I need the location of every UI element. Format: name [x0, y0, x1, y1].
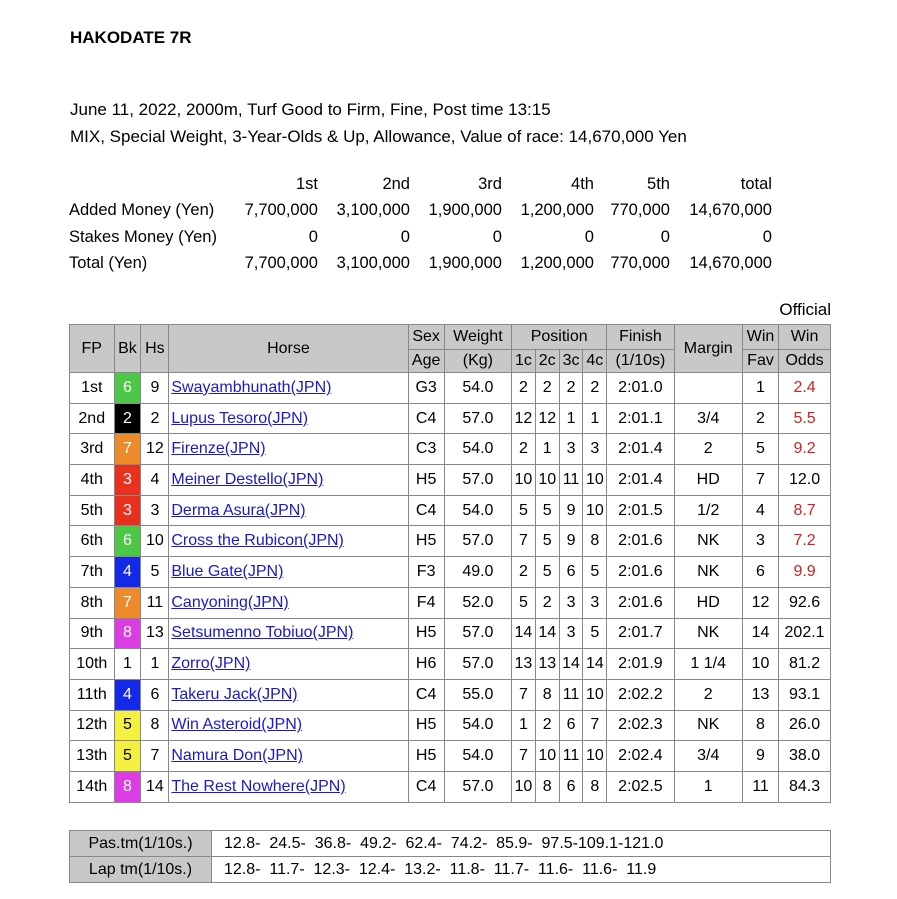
pace-table [69, 830, 831, 883]
weight: 57.0 [444, 465, 511, 496]
corner-4: 5 [583, 557, 607, 588]
result-row [70, 557, 831, 588]
horse-name-link[interactable]: Swayambhunath(JPN) [171, 378, 332, 396]
header-margin: Margin [674, 325, 742, 373]
win-odds: 26.0 [779, 710, 831, 741]
horse-cell [169, 526, 408, 557]
finish-position: 3rd [70, 434, 115, 465]
corner-3: 9 [559, 526, 583, 557]
corner-2: 13 [535, 649, 559, 680]
sex-age: H5 [408, 741, 444, 772]
lap-time-label: Lap tm(1/10s.) [70, 857, 212, 883]
header-1c: 1c [512, 350, 536, 373]
corner-1: 2 [512, 434, 536, 465]
win-favorite: 3 [742, 526, 778, 557]
horse-name-link[interactable]: Cross the Rubicon(JPN) [171, 532, 344, 550]
sex-age: F4 [408, 587, 444, 618]
header-bk: Bk [114, 325, 141, 373]
prize-value: 1,200,000 [520, 254, 594, 273]
sex-age: H5 [408, 618, 444, 649]
result-row [70, 495, 831, 526]
sex-age: H6 [408, 649, 444, 680]
corner-4: 14 [583, 649, 607, 680]
corner-1: 2 [512, 557, 536, 588]
prize-money-row [66, 198, 775, 225]
corner-2: 5 [535, 526, 559, 557]
corner-2: 2 [535, 373, 559, 404]
margin: NK [674, 557, 742, 588]
finish-time: 2:01.4 [607, 434, 674, 465]
prize-value: 0 [762, 227, 772, 246]
official-label: Official [779, 300, 831, 319]
results-table [69, 324, 831, 803]
result-row [70, 710, 831, 741]
weight: 54.0 [444, 434, 511, 465]
win-odds: 5.5 [779, 403, 831, 434]
header-3c: 3c [559, 350, 583, 373]
horse-number: 2 [141, 403, 169, 434]
horse-number: 9 [141, 373, 169, 404]
header-win: Win [742, 325, 778, 350]
finish-position: 6th [70, 526, 115, 557]
weight: 57.0 [444, 771, 511, 802]
finish-time: 2:02.3 [607, 710, 674, 741]
corner-2: 14 [535, 618, 559, 649]
finish-time: 2:01.7 [607, 618, 674, 649]
win-odds: 93.1 [779, 679, 831, 710]
win-favorite: 14 [742, 618, 778, 649]
sex-age: H5 [408, 526, 444, 557]
prize-value: 14,670,000 [689, 201, 772, 220]
finish-position: 13th [70, 741, 115, 772]
weight: 55.0 [444, 679, 511, 710]
prize-header: 2nd [382, 174, 410, 193]
margin: 3/4 [674, 741, 742, 772]
bracket-number: 4 [114, 557, 141, 588]
horse-cell [169, 710, 408, 741]
prize-header: total [740, 174, 772, 193]
race-info-line-1: June 11, 2022, 2000m, Turf Good to Firm, Fine, Post time 13:15 [70, 100, 551, 119]
sex-age: C3 [408, 434, 444, 465]
margin: 1/2 [674, 495, 742, 526]
finish-position: 9th [70, 618, 115, 649]
horse-cell [169, 679, 408, 710]
corner-1: 1 [512, 710, 536, 741]
prize-value: 14,670,000 [689, 254, 772, 273]
prize-value: 0 [308, 227, 318, 246]
corner-1: 13 [512, 649, 536, 680]
sex-age: G3 [408, 373, 444, 404]
finish-time: 2:01.6 [607, 526, 674, 557]
corner-2: 5 [535, 495, 559, 526]
prize-value: 7,700,000 [244, 254, 318, 273]
result-row [70, 771, 831, 802]
horse-cell [169, 465, 408, 496]
bracket-number: 8 [114, 771, 141, 802]
corner-1: 5 [512, 495, 536, 526]
result-row [70, 373, 831, 404]
prize-value: 0 [492, 227, 502, 246]
win-odds: 84.3 [779, 771, 831, 802]
weight: 57.0 [444, 526, 511, 557]
finish-position: 11th [70, 679, 115, 710]
horse-name-link[interactable]: Meiner Destello(JPN) [171, 470, 324, 488]
result-row [70, 434, 831, 465]
horse-number: 11 [141, 587, 169, 618]
horse-name-link[interactable]: Derma Asura(JPN) [171, 501, 306, 519]
header-position: Position [512, 325, 607, 350]
horse-cell [169, 741, 408, 772]
corner-2: 1 [535, 434, 559, 465]
corner-3: 6 [559, 557, 583, 588]
win-favorite: 9 [742, 741, 778, 772]
prize-value: 1,900,000 [428, 254, 502, 273]
win-favorite: 13 [742, 679, 778, 710]
lap-time-row [70, 857, 831, 883]
horse-cell [169, 403, 408, 434]
corner-2: 10 [535, 465, 559, 496]
horse-number: 7 [141, 741, 169, 772]
header-kg: (Kg) [444, 350, 511, 373]
win-favorite: 10 [742, 649, 778, 680]
corner-3: 11 [559, 741, 583, 772]
win-odds: 7.2 [779, 526, 831, 557]
horse-name-link[interactable]: Canyoning(JPN) [171, 593, 289, 611]
corner-4: 8 [583, 526, 607, 557]
win-odds: 12.0 [779, 465, 831, 496]
horse-cell [169, 434, 408, 465]
corner-2: 8 [535, 679, 559, 710]
prize-value: 3,100,000 [336, 201, 410, 220]
win-odds: 9.2 [779, 434, 831, 465]
win-favorite: 11 [742, 771, 778, 802]
bracket-number: 5 [114, 741, 141, 772]
finish-position: 8th [70, 587, 115, 618]
header-age: Age [408, 350, 444, 373]
win-odds: 8.7 [779, 495, 831, 526]
bracket-number: 6 [114, 526, 141, 557]
horse-name-link[interactable]: The Rest Nowhere(JPN) [171, 777, 346, 795]
margin: NK [674, 526, 742, 557]
win-favorite: 1 [742, 373, 778, 404]
horse-number: 13 [141, 618, 169, 649]
prize-header: 4th [571, 174, 594, 193]
prize-money-row [66, 224, 775, 251]
corner-4: 1 [583, 403, 607, 434]
margin [674, 373, 742, 404]
finish-position: 10th [70, 649, 115, 680]
finish-position: 5th [70, 495, 115, 526]
sex-age: C4 [408, 495, 444, 526]
finish-position: 4th [70, 465, 115, 496]
result-row [70, 587, 831, 618]
horse-name-link[interactable]: Blue Gate(JPN) [171, 562, 284, 580]
finish-time: 2:01.4 [607, 465, 674, 496]
finish-time: 2:01.6 [607, 587, 674, 618]
prize-money-table [66, 171, 775, 277]
bracket-number: 4 [114, 679, 141, 710]
bracket-number: 3 [114, 495, 141, 526]
corner-4: 8 [583, 771, 607, 802]
sex-age: H5 [408, 465, 444, 496]
corner-1: 10 [512, 771, 536, 802]
win-odds: 202.1 [779, 618, 831, 649]
prize-row-label: Total (Yen) [69, 254, 148, 273]
corner-1: 5 [512, 587, 536, 618]
corner-4: 10 [583, 679, 607, 710]
win-odds: 9.9 [779, 557, 831, 588]
result-row [70, 465, 831, 496]
corner-3: 2 [559, 373, 583, 404]
prize-money-header-row [66, 171, 775, 198]
header-sex: Sex [408, 325, 444, 350]
weight: 54.0 [444, 741, 511, 772]
horse-number: 6 [141, 679, 169, 710]
result-row [70, 618, 831, 649]
sex-age: H5 [408, 710, 444, 741]
corner-1: 10 [512, 465, 536, 496]
corner-3: 6 [559, 710, 583, 741]
header-odds: Odds [779, 350, 831, 373]
sex-age: C4 [408, 771, 444, 802]
header-weight: Weight [444, 325, 511, 350]
prize-row-label: Stakes Money (Yen) [69, 227, 217, 246]
header-finish-unit: (1/10s) [607, 350, 674, 373]
prize-row-label: Added Money (Yen) [69, 201, 215, 220]
header-fav: Fav [742, 350, 778, 373]
corner-3: 11 [559, 679, 583, 710]
margin: 3/4 [674, 403, 742, 434]
horse-name-link[interactable]: Zorro(JPN) [171, 655, 251, 673]
prize-value: 770,000 [610, 254, 670, 273]
header-hs: Hs [141, 325, 169, 373]
corner-2: 12 [535, 403, 559, 434]
finish-time: 2:02.5 [607, 771, 674, 802]
horse-number: 10 [141, 526, 169, 557]
corner-4: 10 [583, 495, 607, 526]
horse-name-link[interactable]: Firenze(JPN) [171, 440, 266, 458]
horse-number: 3 [141, 495, 169, 526]
finish-position: 2nd [70, 403, 115, 434]
prize-header: 5th [647, 174, 670, 193]
results-body [70, 373, 831, 803]
horse-name-link[interactable]: Namura Don(JPN) [171, 747, 303, 765]
header-2c: 2c [535, 350, 559, 373]
corner-4: 3 [583, 434, 607, 465]
weight: 54.0 [444, 373, 511, 404]
horse-name-link[interactable]: Lupus Tesoro(JPN) [171, 409, 309, 427]
bracket-number: 6 [114, 373, 141, 404]
bracket-number: 8 [114, 618, 141, 649]
win-favorite: 5 [742, 434, 778, 465]
prize-header: 3rd [478, 174, 502, 193]
result-row [70, 649, 831, 680]
margin: 1 [674, 771, 742, 802]
margin: HD [674, 587, 742, 618]
result-row [70, 403, 831, 434]
corner-1: 14 [512, 618, 536, 649]
bracket-number: 2 [114, 403, 141, 434]
corner-1: 2 [512, 373, 536, 404]
passing-time-row [70, 831, 831, 857]
corner-2: 8 [535, 771, 559, 802]
win-odds: 38.0 [779, 741, 831, 772]
sex-age: F3 [408, 557, 444, 588]
corner-1: 7 [512, 741, 536, 772]
header-fp: FP [70, 325, 115, 373]
corner-2: 10 [535, 741, 559, 772]
win-odds: 81.2 [779, 649, 831, 680]
results-header-row [70, 325, 831, 350]
prize-header: 1st [295, 174, 318, 193]
weight: 49.0 [444, 557, 511, 588]
weight: 54.0 [444, 495, 511, 526]
horse-name-link[interactable]: Takeru Jack(JPN) [171, 685, 298, 703]
win-odds: 92.6 [779, 587, 831, 618]
finish-position: 7th [70, 557, 115, 588]
passing-time-label: Pas.tm(1/10s.) [70, 831, 212, 857]
race-info-line-2: MIX, Special Weight, 3-Year-Olds & Up, Allowance, Value of race: 14,670,000 Yen [70, 127, 687, 146]
corner-3: 11 [559, 465, 583, 496]
finish-time: 2:01.6 [607, 557, 674, 588]
prize-value: 3,100,000 [336, 254, 410, 273]
corner-2: 5 [535, 557, 559, 588]
horse-cell [169, 618, 408, 649]
prize-money-row [66, 251, 775, 278]
prize-value: 1,900,000 [428, 201, 502, 220]
weight: 54.0 [444, 710, 511, 741]
lap-time-values: 12.8- 11.7- 12.3- 12.4- 13.2- 11.8- 11.7- 11.6- 11.6- 11.9 [212, 857, 831, 883]
margin: NK [674, 618, 742, 649]
horse-cell [169, 495, 408, 526]
win-favorite: 4 [742, 495, 778, 526]
horse-cell [169, 557, 408, 588]
corner-4: 5 [583, 618, 607, 649]
corner-4: 10 [583, 465, 607, 496]
bracket-number: 5 [114, 710, 141, 741]
corner-4: 3 [583, 587, 607, 618]
horse-number: 1 [141, 649, 169, 680]
horse-name-link[interactable]: Setsumenno Tobiuo(JPN) [171, 624, 354, 642]
margin: 2 [674, 679, 742, 710]
finish-position: 14th [70, 771, 115, 802]
horse-number: 8 [141, 710, 169, 741]
margin: NK [674, 710, 742, 741]
bracket-number: 1 [114, 649, 141, 680]
weight: 57.0 [444, 618, 511, 649]
result-row [70, 741, 831, 772]
win-favorite: 7 [742, 465, 778, 496]
finish-time: 2:01.5 [607, 495, 674, 526]
corner-3: 3 [559, 587, 583, 618]
weight: 52.0 [444, 587, 511, 618]
corner-3: 3 [559, 434, 583, 465]
bracket-number: 7 [114, 434, 141, 465]
prize-value: 7,700,000 [244, 201, 318, 220]
header-win-odds: Win [779, 325, 831, 350]
finish-time: 2:01.9 [607, 649, 674, 680]
corner-3: 6 [559, 771, 583, 802]
margin: 1 1/4 [674, 649, 742, 680]
horse-number: 14 [141, 771, 169, 802]
sex-age: C4 [408, 403, 444, 434]
header-horse: Horse [169, 325, 408, 373]
finish-time: 2:02.2 [607, 679, 674, 710]
horse-number: 12 [141, 434, 169, 465]
win-favorite: 6 [742, 557, 778, 588]
margin: 2 [674, 434, 742, 465]
weight: 57.0 [444, 649, 511, 680]
prize-value: 1,200,000 [520, 201, 594, 220]
result-row [70, 679, 831, 710]
sex-age: C4 [408, 679, 444, 710]
corner-2: 2 [535, 587, 559, 618]
bracket-number: 3 [114, 465, 141, 496]
corner-4: 2 [583, 373, 607, 404]
header-4c: 4c [583, 350, 607, 373]
finish-position: 12th [70, 710, 115, 741]
corner-4: 10 [583, 741, 607, 772]
corner-4: 7 [583, 710, 607, 741]
corner-3: 1 [559, 403, 583, 434]
win-favorite: 12 [742, 587, 778, 618]
header-finish: Finish [607, 325, 674, 350]
horse-number: 5 [141, 557, 169, 588]
horse-cell [169, 649, 408, 680]
finish-time: 2:02.4 [607, 741, 674, 772]
corner-3: 3 [559, 618, 583, 649]
finish-position: 1st [70, 373, 115, 404]
horse-number: 4 [141, 465, 169, 496]
margin: HD [674, 465, 742, 496]
result-row [70, 526, 831, 557]
finish-time: 2:01.1 [607, 403, 674, 434]
win-odds: 2.4 [779, 373, 831, 404]
horse-cell [169, 771, 408, 802]
prize-value: 770,000 [610, 201, 670, 220]
win-favorite: 2 [742, 403, 778, 434]
corner-1: 7 [512, 526, 536, 557]
race-title: HAKODATE 7R [70, 28, 192, 47]
bracket-number: 7 [114, 587, 141, 618]
corner-2: 2 [535, 710, 559, 741]
corner-3: 14 [559, 649, 583, 680]
corner-3: 9 [559, 495, 583, 526]
horse-cell [169, 587, 408, 618]
corner-1: 7 [512, 679, 536, 710]
corner-1: 12 [512, 403, 536, 434]
weight: 57.0 [444, 403, 511, 434]
passing-time-values: 12.8- 24.5- 36.8- 49.2- 62.4- 74.2- 85.9- 97.5-109.1-121.0 [212, 831, 831, 857]
win-favorite: 8 [742, 710, 778, 741]
prize-value: 0 [584, 227, 594, 246]
prize-value: 0 [660, 227, 670, 246]
prize-value: 0 [400, 227, 410, 246]
horse-cell [169, 373, 408, 404]
finish-time: 2:01.0 [607, 373, 674, 404]
horse-name-link[interactable]: Win Asteroid(JPN) [171, 716, 303, 734]
